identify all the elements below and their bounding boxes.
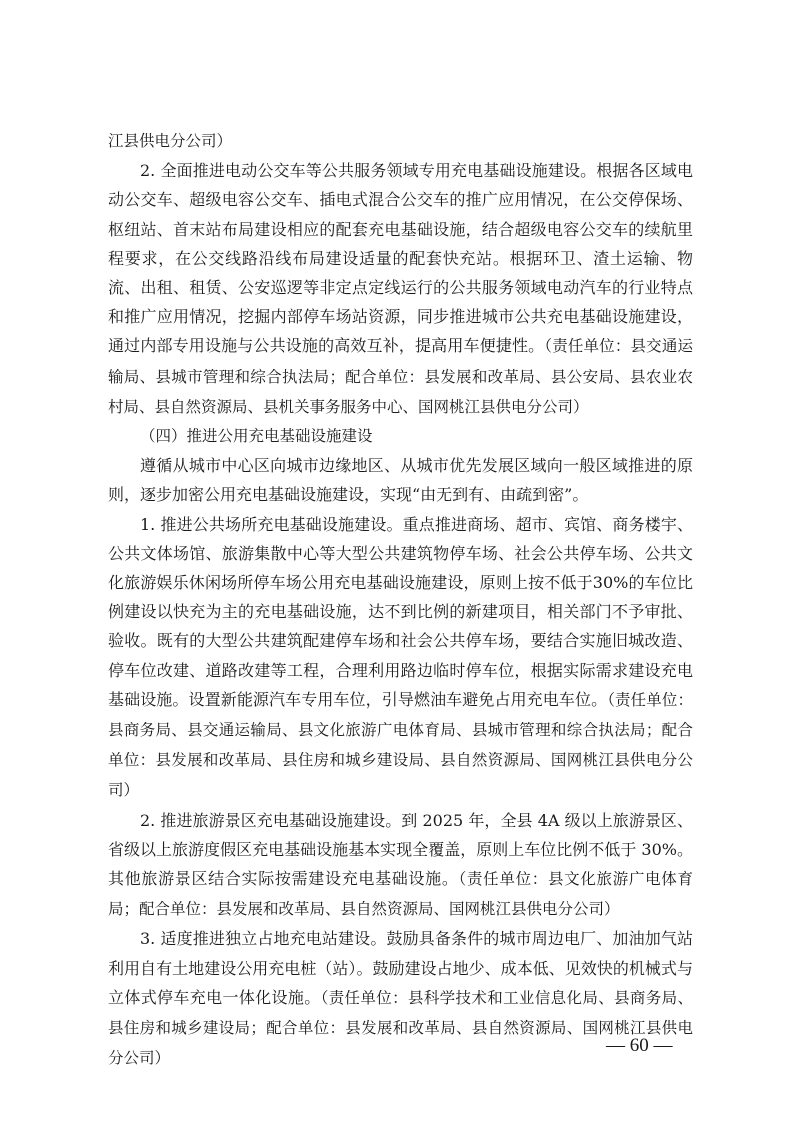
responsibility-units: （责任单位：县文化旅游广电体育局；配合单位：县发展和改革局、县自然资源局、国网桃江县供电分公司） bbox=[108, 870, 693, 919]
responsibility-units: （责任单位：县交通运输局、县城市管理和综合执法局；配合单位：县发展和改革局、县公安局、县农业农村局、县自然资源局、县机关事务服务中心、国网桃江县供电分公司） bbox=[108, 337, 693, 416]
paragraph-text: 遵循从城市中心区向城市边缘地区、从城市优先发展区域向一般区域推进的原则，逐步加密公用充电基础设施建设，实现“由无到有、由疏到密”。 bbox=[108, 456, 693, 505]
page-number: — 60 — bbox=[606, 1035, 673, 1056]
section-heading: （四）推进公用充电基础设施建设 bbox=[140, 427, 373, 446]
paragraph-text: 3. 适度推进独立占地充电站建设。鼓励具备条件的城市周边电厂、加油加气站利用自有土地建设公用充电桩（站）。鼓励建设占地少、成本低、见效快的机械式与立体式停车充电一体化设施。 bbox=[108, 929, 693, 1007]
paragraph-public-places bbox=[108, 510, 693, 806]
paragraph-bus-charging bbox=[108, 156, 693, 422]
paragraph-principle bbox=[108, 451, 693, 509]
paragraph-tourist-areas bbox=[108, 806, 693, 925]
paragraph-text: 2. 推进旅游景区充电基础设施建设。到 2025 年，全县 4A 级以上旅游景区、省级以上旅游度假区充电基础设施基本实现全覆盖，原则上车位比例不低于 30%。其他旅游景区结合实际按需建设充电基础设施。 bbox=[108, 810, 693, 889]
paragraph-text: 1. 推进公共场所充电基础设施建设。重点推进商场、超市、宾馆、商务楼宇、公共文体场馆、旅游集散中心等大型公共建筑物停车场、社会公共停车场、公共文化旅游娱乐休闲场所停车场公用充电基础设施建设，原则上按不低于30%的车位比例建设以快充为主的充电基础设施，达不到比例的新建项目，相关部门不予审批、验收。既有的大型公共建筑配建停车场和社会公共停车场，要结合实施旧城改造、停车位改建、道路改建等工程，合理利用路边临时停车位，根据实际需求建设充电基础设施。设置新能源汽车专用车位，引导燃油车避免占用充电车位。 bbox=[108, 514, 693, 709]
paragraph-text: 2. 全面推进电动公交车等公共服务领域专用充电基础设施建设。根据各区域电动公交车、超级电容公交车、插电式混合公交车的推广应用情况，在公交停保场、枢纽站、首末站布局建设相应的配套充电基础设施，结合超级电容公交车的续航里程要求，在公交线路沿线布局建设适量的配套快充站。根据环卫、渣土运输、物流、出租、租赁、公安巡逻等非定点定线运行的公共服务领域电动汽车的行业特点和推广应用情况，挖掘内部停车场站资源，同步推进城市公共充电基础设施建设，通过内部专用设施与公共设施的高效互补，提高用车便捷性。 bbox=[108, 161, 693, 356]
responsibility-units: （责任单位：县科学技术和工业信息化局、县商务局、县住房和城乡建设局；配合单位：县发展和改革局、县自然资源局、国网桃江县供电分公司） bbox=[108, 988, 693, 1068]
responsibility-units: 江县供电分公司） bbox=[108, 132, 233, 150]
document-body bbox=[108, 126, 693, 1074]
paragraph-continuation bbox=[108, 126, 693, 156]
responsibility-units: （责任单位：县商务局、县交通运输局、县文化旅游广电体育局、县城市管理和综合执法局；配合单位：县发展和改革局、县住房和城乡建设局、县自然资源局、国网桃江县供电分公司） bbox=[108, 690, 693, 800]
